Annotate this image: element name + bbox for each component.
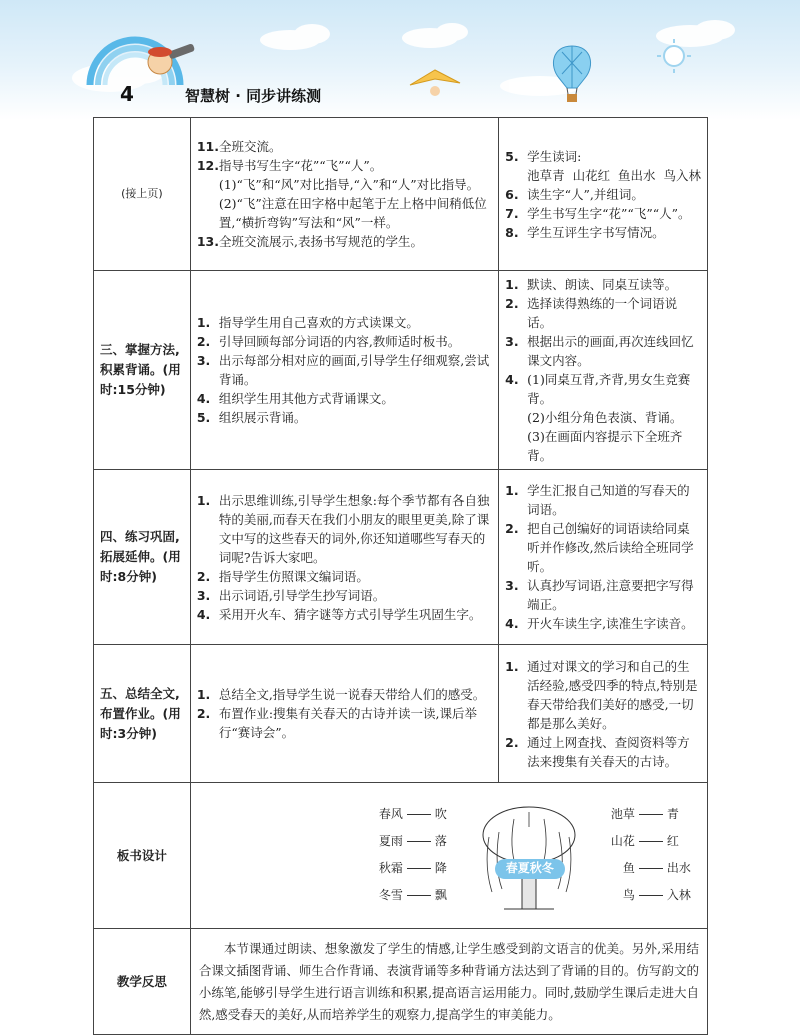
list-item: 1. 学生汇报自己知道的写春天的词语。: [505, 483, 690, 517]
list-subitem: (2)“飞”注意在田字格中起笔于左上格中间稍低位置,“横折弯钩”写法和“风”一样。: [218, 196, 487, 230]
teacher-activities: [190, 645, 498, 783]
student-activities: [499, 470, 708, 645]
connector-dash: [407, 841, 431, 842]
list-item: 6. 读生字“人”,并组词。: [505, 186, 644, 202]
stage-cell: 五、总结全文,布置作业。(用时:3分钟): [94, 645, 191, 783]
connector-dash: [407, 814, 431, 815]
list-item: 1. 通过对课文的学习和自己的生活经验,感受四季的特点,特别是春天带给我们美好的感受,一切都是那么美好。: [505, 658, 698, 731]
table-row: [94, 645, 708, 783]
list-item: 4. 采用开火车、猜字谜等方式引导学生巩固生字。: [196, 606, 482, 622]
list-item: 1. 指导学生用自己喜欢的方式读课文。: [196, 315, 419, 330]
list-item: 1. 出示思维训练,引导学生想象:每个季节都有各自独特的美丽,而春天在我们小朋友的眼里更美,除了课文中写的这些春天的词外,你还知道哪些写春天的词呢?告诉大家吧。: [196, 492, 490, 565]
list-item: 3. 认真抄写词语,注意要把字写得端正。: [505, 578, 694, 612]
reflection-text: 本节课通过朗读、想象激发了学生的情感,让学生感受到韵文语言的优美。另外,采用结合课文插图背诵、师生合作背诵、表演背诵等多种背诵方法达到了背诵的目的。仿写韵文的小练笔,能够引导学生进行语言训练和积累,提高语言运用能力。同时,鼓励学生课后走进大自然,感受春天的美好,从而培养学生的观察力,提高学生的审美能力。: [190, 929, 707, 1035]
child-telescope-icon: [140, 40, 200, 90]
list-subitem: (2)小组分角色表演、背诵。: [527, 410, 683, 425]
list-item: 8. 学生互评生字书写情况。: [505, 224, 665, 240]
list-item: 2. 布置作业:搜集有关春天的古诗并读一读,课后举行“赛诗会”。: [196, 706, 477, 740]
reflection-label: 教学反思: [94, 929, 191, 1035]
seasons-label: 春夏秋冬: [495, 859, 565, 879]
board-pair-right: 山花 红: [610, 833, 679, 848]
student-activities: [499, 271, 708, 470]
list-item: 4. 开火车读生字,读准生字读音。: [505, 616, 694, 631]
list-item: 11. 全班交流。: [196, 139, 282, 154]
connector-dash: [639, 814, 663, 815]
list-subitem: 池草青 山花红 鱼出水 鸟入林: [527, 167, 701, 183]
student-activities: [499, 645, 708, 783]
teacher-activities: [190, 271, 498, 470]
list-item: 1. 总结全文,指导学生说一说春天带给人们的感受。: [196, 687, 486, 702]
list-item: 3. 根据出示的画面,再次连线回忆课文内容。: [505, 334, 694, 368]
hang-glider-icon: [405, 65, 465, 105]
list-item: 4. 组织学生用其他方式背诵课文。: [196, 391, 394, 406]
list-item: 3. 出示词语,引导学生抄写词语。: [196, 587, 386, 603]
connector-dash: [639, 895, 663, 896]
list-item: 2. 指导学生仿照课文编词语。: [196, 568, 369, 584]
list-item: 5. 组织展示背诵。: [196, 410, 307, 425]
board-pair-left: 夏雨 落: [378, 833, 447, 848]
list-item: 7. 学生书写生字“花”“飞”“人”。: [505, 205, 691, 221]
stage-cell: 三、掌握方法,积累背诵。(用时:15分钟): [94, 271, 191, 470]
list-item: 5. 学生读词:: [505, 148, 582, 164]
board-pair-right: 鸟 入林: [622, 887, 691, 902]
table-row: [94, 118, 708, 271]
book-title: 智慧树 · 同步讲练测: [185, 87, 322, 105]
connector-dash: [407, 868, 431, 869]
board-pair-right: 池草 青: [610, 806, 679, 821]
list-item: 2. 选择读得熟练的一个词语说话。: [505, 296, 678, 330]
page-number: 4: [120, 82, 134, 106]
board-pair-left: 春风 吹: [378, 806, 447, 821]
connector-dash: [639, 841, 663, 842]
list-item: 2. 通过上网查找、查阅资料等方法来搜集有关春天的古诗。: [505, 734, 690, 769]
lesson-plan-table: [93, 117, 708, 1035]
board-design: [190, 783, 707, 929]
page-header: [0, 0, 800, 120]
table-row: [94, 470, 708, 645]
stage-cell: 四、练习巩固,拓展延伸。(用时:8分钟): [94, 470, 191, 645]
board-pair-left: 秋霜 降: [378, 860, 447, 875]
list-item: 1. 默读、朗读、同桌互读等。: [505, 277, 678, 292]
teacher-activities: [190, 470, 498, 645]
connector-dash: [407, 895, 431, 896]
list-item: 13. 全班交流展示,表扬书写规范的学生。: [196, 234, 423, 249]
list-item: 12. 指导书写生字“花”“飞”“人”。: [196, 158, 383, 173]
list-item: 4. (1)同桌互背,齐背,男女生竞赛背。: [505, 372, 691, 406]
student-activities: [499, 118, 708, 271]
teacher-activities: [190, 118, 498, 271]
sun-icon: [656, 38, 692, 74]
table-row: [94, 783, 708, 929]
board-pair-right: 鱼 出水: [622, 860, 691, 875]
list-item: 2. 把自己创编好的词语读给同桌听并作修改,然后读给全班同学听。: [505, 521, 694, 574]
hot-air-balloon-icon: [547, 44, 597, 106]
list-subitem: (1)“飞”和“风”对比指导,“入”和“人”对比指导。: [218, 177, 480, 192]
board-label: 板书设计: [94, 783, 191, 929]
list-item: 3. 出示每部分相对应的画面,引导学生仔细观察,尝试背诵。: [196, 353, 490, 387]
willow-tree-icon: [474, 797, 584, 917]
table-row: [94, 929, 708, 1035]
list-item: 2. 引导回顾每部分词语的内容,教师适时板书。: [196, 334, 461, 349]
connector-dash: [639, 868, 663, 869]
table-row: [94, 271, 708, 470]
board-pair-left: 冬雪 飘: [378, 887, 447, 902]
list-subitem: (3)在画面内容提示下全班齐背。: [527, 429, 683, 463]
stage-cell: (接上页): [94, 118, 191, 271]
